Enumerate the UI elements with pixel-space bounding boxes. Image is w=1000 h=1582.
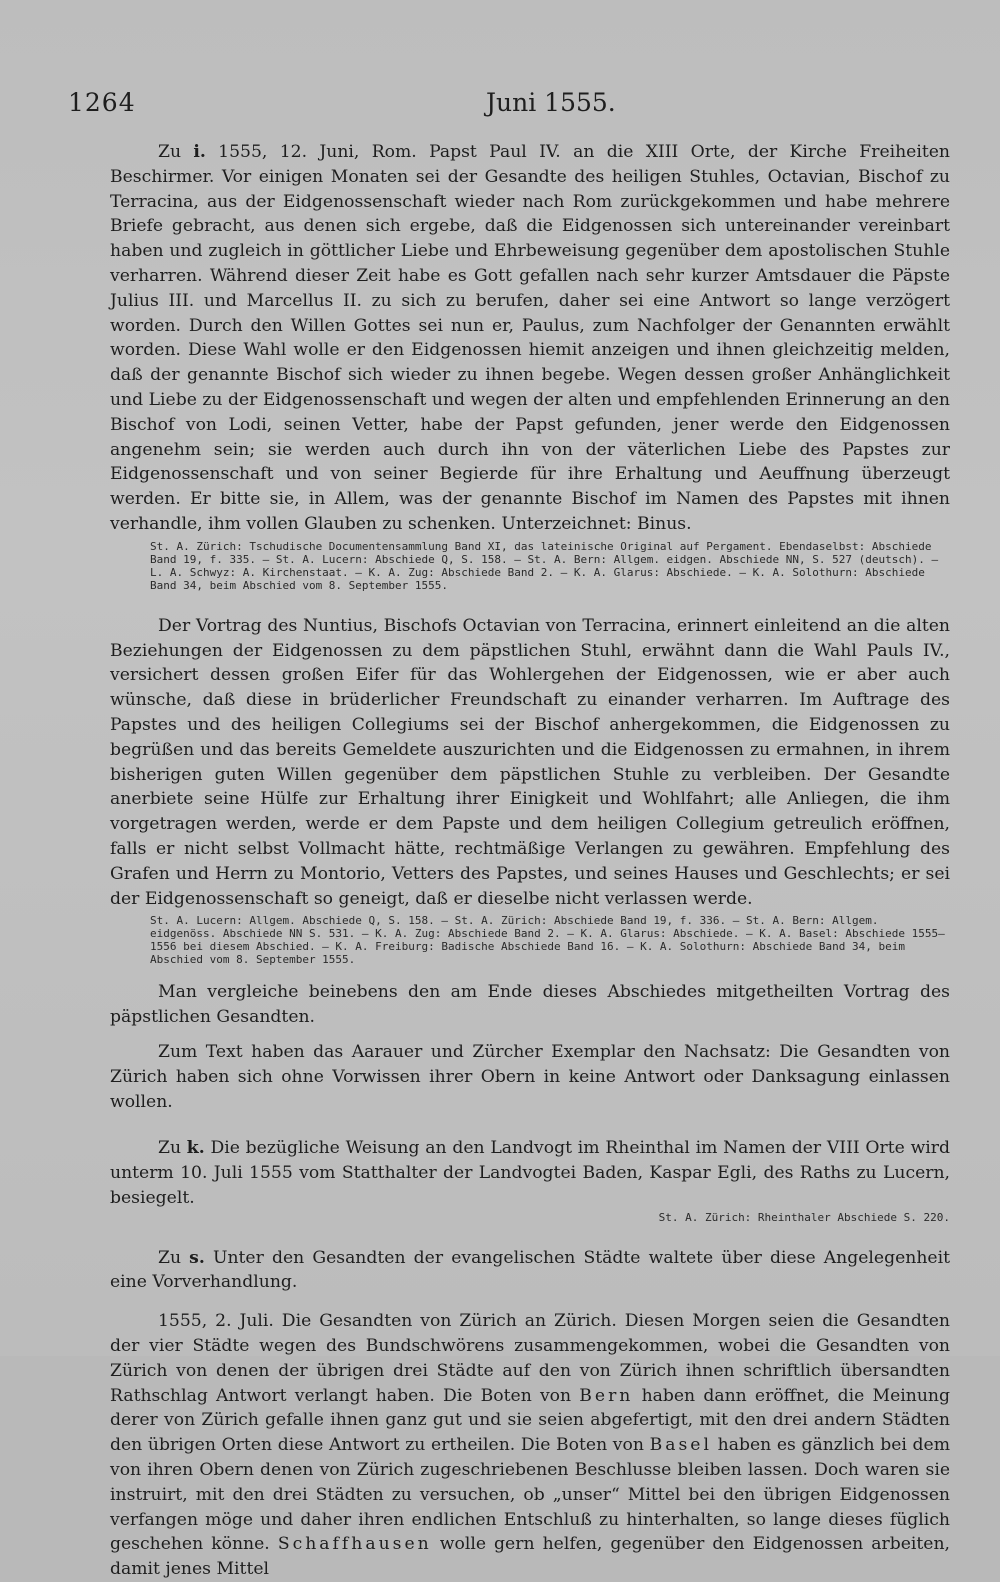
section-k-lead <box>158 1138 205 1158</box>
section-k-prefix: Zu <box>158 1138 187 1159</box>
section-i-source: St. A. Zürich: Tschudische Documentensammlung Band XI, das lateinische Original auf Pergament. Ebendaselbst: Abschiede Band 19, f. 335. — St. A. Lucern: Abschiede Q, S. 158. — St. A. Bern: Allgem. eidgen. Abschiede NN, S. 527 (deutsch). — L. A. Schwyz: A. Kirchenstaat. — K. A. Zug: Abschiede Band 2. — K. A. Glarus: Abschiede. — K. A. Solothurn: Abschiede Band 34, beim Abschied vom 8. September 1555. <box>150 539 939 592</box>
section-k-text: Die bezügliche Weisung an den Landvogt im Rheinthal im Namen der VIII Orte wird unterm 10. Juli 1555 vom Statthalter der Landvogtei Baden, Kaspar Egli, des Raths zu Lucern, besiegelt. <box>110 1138 950 1208</box>
page-body <box>110 140 950 1582</box>
section-i-paragraph-4: Zum Text haben das Aarauer und Zürcher Exemplar den Nachsatz: Die Gesandten von Zürich haben sich ohne Vorwissen ihrer Obern in keine Antwort oder Danksagung einlassen wollen. <box>110 1041 950 1112</box>
section-i-letter: i. <box>193 142 206 162</box>
section-s-text-part-3: haben es gänzlich bei dem von ihren Obern denen von Zürich zugeschriebenen Beschlusse bleiben lassen. Doch waren sie instruirt, mit den drei Städten zu versuchen, ob „unser“ Mittel bei den übrigen Eidgenossen verfangen möge und daher ihren endlichen Entschluß zu hinterhalten, so lange dieses füglich geschehen könne. <box>110 1435 951 1555</box>
page-number: 1264 <box>68 88 136 117</box>
section-s-letter: s. <box>189 1247 205 1268</box>
section-s-lead <box>158 1248 205 1268</box>
section-k-paragraph <box>110 1136 950 1210</box>
section-i-paragraph-2: Der Vortrag des Nuntius, Bischofs Octavian von Terracina, erinnert einleitend an die alten Beziehungen der Eidgenossen zu dem päpstlichen Stuhl, erwähnt dann die Wahl Pauls IV., versichert dessen großen Eifer für das Wohlergehen der Eidgenossen, wie er aber auch wünsche, daß diese in brüderlicher Freundschaft zu einander verharren. Im Auftrage des Papstes und des heiligen Collegiums sei der Bischof anhergekommen, die Eidgenossen zu begrüßen und das bereits Gemeldete auszurichten und die Eidgenossen zu ermahnen, in ihrem bisherigen guten Willen gegenüber dem päpstlichen Stuhle zu verbleiben. Der Gesandte anerbiete seine Hülfe zur Erhaltung ihrer Einigkeit und Wohlfahrt; alle Anliegen, die ihm vorgetragen werden, werde er dem Papste und dem heiligen Collegium getreulich eröffnen, falls er nicht selbst Vollmacht hätte, rechtmäßige Verlangen zu gewähren. Empfehlung des Grafen und Herrn zu Montorio, Vetters des Papstes, und seines Hauses und Geschlechts; er sei der Eidgenossenschaft so geneigt, daß er dieselbe nicht verlassen werde. <box>110 615 950 909</box>
section-i-lead <box>158 142 206 162</box>
place-name-basel: Basel <box>649 1435 712 1456</box>
section-k-source: St. A. Zürich: Rheinthaler Abschiede S. 220. <box>658 1210 950 1224</box>
section-s-prefix: Zu <box>158 1247 190 1268</box>
section-i-paragraph-3: Man vergleiche beinebens den am Ende dieses Abschiedes mitgetheilten Vortrag des päpstlichen Gesandten. <box>110 982 950 1028</box>
section-s-text-part-4: wolle gern helfen, gegenüber den Eidgenossen arbeiten, damit jenes Mittel <box>110 1534 950 1580</box>
running-head: Juni 1555. <box>486 88 616 117</box>
section-k-letter: k. <box>186 1138 205 1159</box>
section-s-text-part-2: haben dann eröffnet, die Meinung derer von Zürich gefalle ihnen ganz gut und sie seien abgefertigt, mit den drei andern Städten den übrigen Orten diese Antwort zu ertheilen. Die Boten von <box>110 1385 950 1456</box>
section-i-prefix: Zu <box>158 142 194 162</box>
section-i-paragraph <box>110 140 950 537</box>
place-name-schaffhausen: Schaffhausen <box>277 1534 432 1555</box>
section-s-text-part-1: 1555, 2. Juli. Die Gesandten von Zürich an Zürich. Diesen Morgen seien die Gesandten der vier Städte wegen des Bundschwörens zusammengekommen, wobei die Gesandten von Zürich von denen der übrigen drei Städte auf den von Zürich ihnen schriftlich übersandten Rathschlag Antwort verlangt haben. Die Boten von <box>110 1311 950 1406</box>
section-i-source-2: St. A. Lucern: Allgem. Abschiede Q, S. 158. — St. A. Zürich: Abschiede Band 19, f. 336. — St. A. Bern: Allgem. eidgenöss. Abschiede NN S. 531. — K. A. Zug: Abschiede Band 2. — K. A. Glarus: Abschiede. — K. A. Basel: Abschiede 1555—1556 bei diesem Abschied. — K. A. Freiburg: Badische Abschiede Band 16. — K. A. Solothurn: Abschiede Band 34, beim Abschied vom 8. September 1555. <box>150 914 945 967</box>
section-s-paragraph-2 <box>110 1309 950 1582</box>
section-s-text: Unter den Gesandten der evangelischen Städte waltete über diese Angelegenheit eine Vorverhandlung. <box>110 1247 950 1293</box>
place-name-bern: Bern <box>579 1385 634 1406</box>
section-i-text: 1555, 12. Juni, Rom. Papst Paul IV. an die XIII Orte, der Kirche Freiheiten Beschirmer. Vor einigen Monaten sei der Gesandte des heiligen Stuhles, Octavian, Bischof zu Terracina, aus der Eidgenossenschaft wieder nach Rom zurückgekommen und habe mehrere Briefe gebracht, aus denen sich ergebe, daß die Eidgenossen sich untereinander vereinbart haben und zugleich in göttlicher Liebe und Ehrbeweisung gegenüber dem apostolischen Stuhle verharren. Während dieser Zeit habe es Gott gefallen nach sehr kurzer Amtsdauer die Päpste Julius III. und Marcellus II. zu sich zu berufen, daher sei eine Antwort so lange verzögert worden. Durch den Willen Gottes sei nun er, Paulus, zum Nachfolger der Genannten erwählt worden. Diese Wahl wolle er den Eidgenossen hiemit anzeigen und ihnen gleichzeitig melden, daß der genannte Bischof sich wieder zu ihnen begebe. Wegen dessen großer Anhänglichkeit und Liebe zu der Eidgenossenschaft und wegen der alten und empfehlenden Erinnerung an den Bischof von Lodi, seinen Vetter, habe der Papst gefunden, jener werde den Eidgenossen angenehm sein; sie werden auch durch ihn von der väterlichen Liebe des Papstes zur Eidgenossenschaft und von seiner Begierde für ihre Erhaltung und Aeuffnung überzeugt werden. Er bitte sie, in Allem, was der genannte Bischof im Namen des Papstes mit ihnen verhandle, ihm vollen Glauben zu schenken. Unterzeichnet: Binus. <box>110 142 950 534</box>
section-s-paragraph <box>110 1246 950 1296</box>
